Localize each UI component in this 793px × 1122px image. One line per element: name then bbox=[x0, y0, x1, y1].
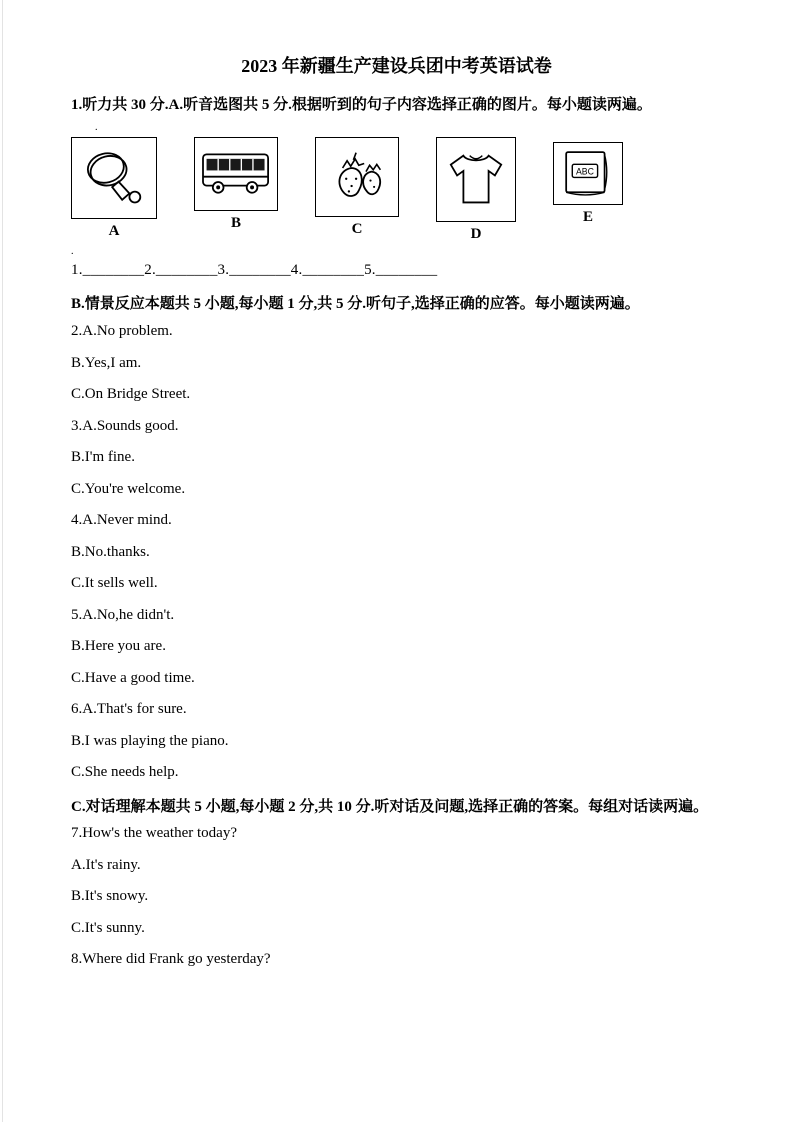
table-tennis-icon bbox=[71, 137, 157, 219]
blank-5: 5.________ bbox=[364, 261, 438, 278]
picture-option-d bbox=[436, 137, 516, 243]
picture-label-e: E bbox=[582, 208, 593, 225]
tshirt-icon bbox=[436, 137, 516, 222]
question-line: 7.How's the weather today? bbox=[71, 825, 237, 842]
question-line: 8.Where did Frank go yesterday? bbox=[71, 951, 271, 968]
blank-3: 3.________ bbox=[217, 261, 291, 278]
option-line: C.It sells well. bbox=[71, 575, 158, 592]
picture-label-a: A bbox=[108, 222, 120, 239]
page-edge-line bbox=[2, 0, 3, 1122]
option-line: B.I'm fine. bbox=[71, 449, 135, 466]
stray-dot-bottom: . bbox=[71, 245, 74, 257]
option-line: B.Here you are. bbox=[71, 638, 166, 655]
stray-dot-top: . bbox=[95, 121, 98, 133]
blank-4: 4.________ bbox=[290, 261, 365, 278]
question-line: 6.A.That's for sure. bbox=[71, 701, 187, 718]
option-line: C.On Bridge Street. bbox=[71, 386, 191, 403]
question-line: 4.A.Never mind. bbox=[71, 512, 172, 529]
section-c-header: C.对话理解本题共 5 小题,每小题 2 分,共 10 分.听对话及问题,选择正确的答案。每组对话读两遍。 bbox=[71, 798, 709, 815]
option-line: C.You're welcome. bbox=[71, 480, 186, 497]
picture-label-c: C bbox=[351, 220, 363, 237]
option-line: B.No.thanks. bbox=[71, 543, 150, 560]
option-line: B.It's snowy. bbox=[71, 888, 149, 905]
picture-label-b: B bbox=[230, 214, 241, 231]
picture-option-a bbox=[71, 137, 157, 240]
abc-book-text: ABC bbox=[575, 166, 594, 177]
picture-option-c bbox=[315, 137, 399, 238]
answer-blanks-line bbox=[71, 261, 722, 281]
blank-1: 1.________ bbox=[71, 261, 145, 278]
option-line: A.It's rainy. bbox=[71, 856, 141, 873]
picture-options-row bbox=[71, 137, 722, 243]
option-line: C.She needs help. bbox=[71, 764, 179, 781]
picture-label-d: D bbox=[470, 225, 482, 242]
blank-2: 2.________ bbox=[144, 261, 218, 278]
option-line: C.Have a good time. bbox=[71, 669, 195, 686]
strawberry-icon bbox=[315, 137, 399, 217]
question-line: 3.A.Sounds good. bbox=[71, 417, 179, 434]
abc-book-icon bbox=[553, 142, 623, 205]
bus-icon bbox=[194, 137, 278, 211]
question-line: 5.A.No,he didn't. bbox=[71, 606, 175, 623]
option-line: B.I was playing the piano. bbox=[71, 732, 229, 749]
page-title: 2023 年新疆生产建设兵团中考英语试卷 bbox=[241, 56, 552, 76]
option-line: B.Yes,I am. bbox=[71, 354, 142, 371]
picture-option-e bbox=[553, 137, 623, 226]
section-b-header: B.情景反应本题共 5 小题,每小题 1 分,共 5 分.听句子,选择正确的应答。每小题读两遍。 bbox=[71, 296, 640, 313]
question-line: 2.A.No problem. bbox=[71, 323, 173, 340]
section-a-header: 1.听力共 30 分.A.听音选图共 5 分.根据听到的句子内容选择正确的图片。每小题读两遍。 bbox=[71, 97, 652, 114]
option-line: C.It's sunny. bbox=[71, 919, 145, 936]
picture-option-b bbox=[194, 137, 278, 232]
